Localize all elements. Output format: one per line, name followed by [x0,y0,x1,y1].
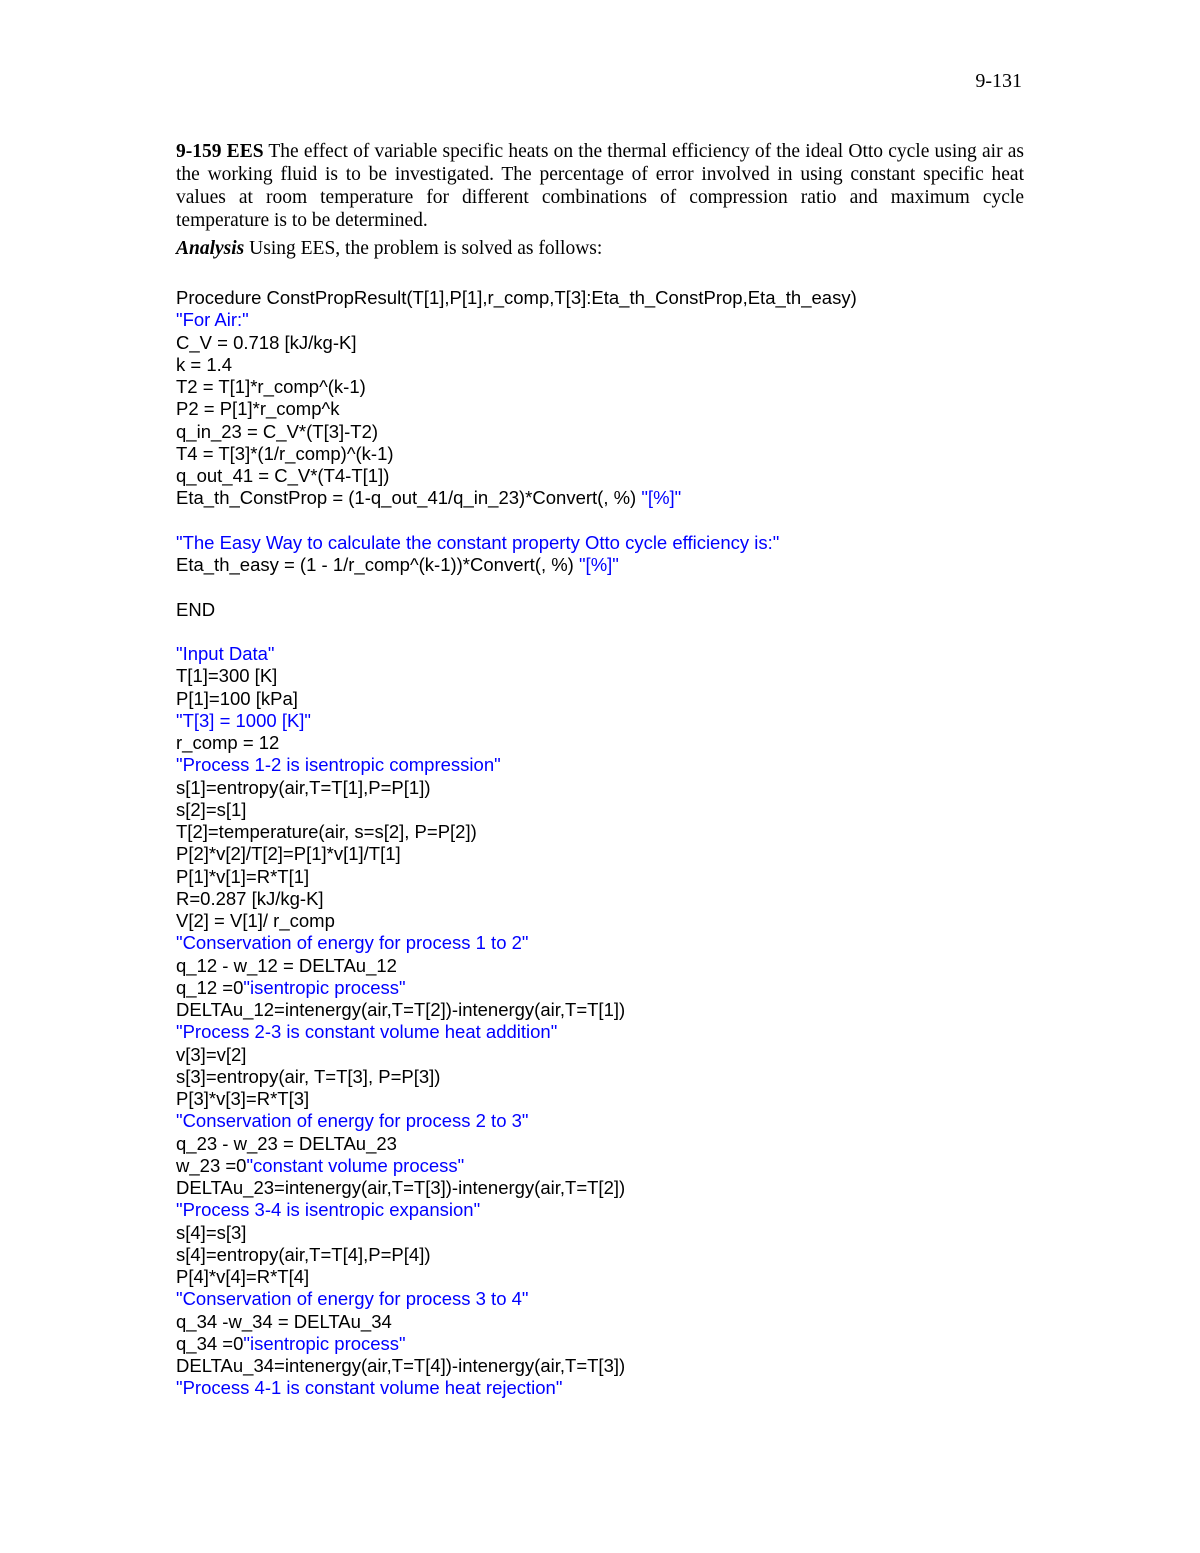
code-text: Procedure ConstPropResult(T[1],P[1],r_comp,T[3]:Eta_th_ConstProp,Eta_th_easy) [176,287,857,308]
analysis-text: Using EES, the problem is solved as follows: [249,238,603,259]
code-comment: "[%]" [578,554,619,575]
code-text: q_34 -w_34 = DELTAu_34 [176,1310,392,1332]
code-comment: "T[3] = 1000 [K]" [176,709,312,731]
code-line [176,1244,1036,1266]
code-comment: "Conservation of energy for process 2 to 3" [176,1110,529,1132]
code-line [176,1377,1036,1399]
code-comment: "Conservation of energy for process 1 to 2" [176,932,529,954]
code-line [176,821,1036,843]
code-text: q_23 - w_23 = DELTAu_23 [176,1132,397,1154]
analysis-intro [176,237,1024,260]
code-text: V[2] = V[1]/ r_comp [176,910,335,931]
code-line [176,910,1036,932]
code-line [176,465,1036,487]
code-text: T4 = T[3]*(1/r_comp)^(k-1) [176,442,394,464]
code-line [176,532,1036,554]
code-line [176,932,1036,954]
page-number: 9-131 [975,70,1022,92]
code-line [176,643,1036,665]
code-line [176,376,1036,398]
code-text: q_12 =0 [176,976,244,998]
ees-code-listing [176,287,1036,1400]
code-text: DELTAu_34=intenergy(air,T=T[4])-intenergy(air,T=T[3]) [176,1355,626,1376]
code-text: s[4]=entropy(air,T=T[4],P=P[4]) [176,1243,431,1265]
code-text: q_out_41 = C_V*(T4-T[1]) [176,465,390,486]
code-comment: "Process 2-3 is constant volume heat addition" [176,1021,558,1043]
code-text: T2 = T[1]*r_comp^(k-1) [176,376,366,397]
code-text: Eta_th_easy = (1 - 1/r_comp^(k-1))*Convert(, %) [176,554,579,575]
code-line [176,621,1036,643]
code-comment: "Process 4-1 is constant volume heat rejection" [176,1377,563,1399]
code-line [176,688,1036,710]
code-comment: "constant volume process" [246,1154,465,1176]
code-line [176,710,1036,732]
code-text: T[2]=temperature(air, s=s[2], P=P[2]) [176,821,477,842]
code-line [176,332,1036,354]
code-text: v[3]=v[2] [176,1043,247,1065]
code-line [176,599,1036,621]
code-line [176,1355,1036,1377]
code-line [176,487,1036,509]
code-comment: "For Air:" [176,309,249,331]
code-line [176,1333,1036,1355]
code-line [176,421,1036,443]
code-text: q_in_23 = C_V*(T[3]-T2) [176,420,379,442]
code-text: w_23 =0 [176,1154,247,1176]
code-line [176,1021,1036,1043]
code-text: k = 1.4 [176,353,233,375]
problem-number: 9-159 EES [176,141,264,162]
code-comment: "The Easy Way to calculate the constant property Otto cycle efficiency is:" [176,531,780,553]
code-comment: "isentropic process" [243,976,406,998]
code-text: P[2]*v[2]/T[2]=P[1]*v[1]/T[1] [176,843,401,865]
code-text: P[1]*v[1]=R*T[1] [176,865,310,887]
code-line [176,309,1036,331]
code-text: DELTAu_12=intenergy(air,T=T[2])-intenergy(air,T=T[1]) [176,999,626,1020]
code-comment: "Input Data" [176,643,275,664]
code-text: r_comp = 12 [176,732,280,753]
code-line [176,398,1036,420]
code-line [176,777,1036,799]
code-text: q_34 =0 [176,1332,244,1354]
code-text: P[4]*v[4]=R*T[4] [176,1266,310,1287]
code-text: DELTAu_23=intenergy(air,T=T[3])-intenergy(air,T=T[2]) [176,1177,626,1198]
code-line [176,1222,1036,1244]
code-text: P[1]=100 [kPa] [176,687,298,709]
code-line [176,866,1036,888]
code-text: s[2]=s[1] [176,798,247,820]
code-line [176,732,1036,754]
code-line [176,1311,1036,1333]
code-text: s[3]=entropy(air, T=T[3], P=P[3]) [176,1065,441,1087]
code-comment: "Process 3-4 is isentropic expansion" [176,1199,481,1221]
code-text: Eta_th_ConstProp = (1-q_out_41/q_in_23)*Convert(, %) [176,487,642,509]
code-line [176,1288,1036,1310]
code-text: P[3]*v[3]=R*T[3] [176,1088,310,1109]
code-line [176,1066,1036,1088]
code-line [176,1133,1036,1155]
code-text: P2 = P[1]*r_comp^k [176,398,340,420]
analysis-label: Analysis [176,238,245,259]
code-line [176,665,1036,687]
code-comment: "Conservation of energy for process 3 to 4" [176,1288,529,1310]
code-comment: "Process 1-2 is isentropic compression" [176,754,501,776]
code-line [176,999,1036,1021]
code-line [176,799,1036,821]
problem-statement [176,140,1024,232]
code-line [176,510,1036,532]
code-line [176,977,1036,999]
code-text: s[1]=entropy(air,T=T[1],P=P[1]) [176,776,431,798]
code-text: T[1]=300 [K] [176,665,278,687]
code-line [176,576,1036,598]
code-text: q_12 - w_12 = DELTAu_12 [176,954,397,976]
code-line [176,1155,1036,1177]
code-line [176,843,1036,865]
code-line [176,1044,1036,1066]
code-line [176,1088,1036,1110]
code-comment: "isentropic process" [243,1332,406,1354]
code-line [176,955,1036,977]
code-text: R=0.287 [kJ/kg-K] [176,887,324,909]
code-line [176,1110,1036,1132]
code-text: END [176,598,216,620]
code-text: C_V = 0.718 [kJ/kg-K] [176,331,357,353]
code-line [176,1199,1036,1221]
code-line [176,354,1036,376]
code-line [176,554,1036,576]
code-line [176,1266,1036,1288]
code-comment: "[%]" [641,487,682,509]
code-text: s[4]=s[3] [176,1221,247,1243]
code-line [176,287,1036,309]
code-line [176,1177,1036,1199]
code-line [176,443,1036,465]
code-line [176,888,1036,910]
code-line [176,754,1036,776]
problem-text: The effect of variable specific heats on the thermal efficiency of the ideal Otto cycle using air as the working fluid is to be investigated. The percentage of error involved in using constant specific heat values at room temperature for different combinations of compression ratio and maximum cycle temperature is to be determined. [176,141,1024,231]
